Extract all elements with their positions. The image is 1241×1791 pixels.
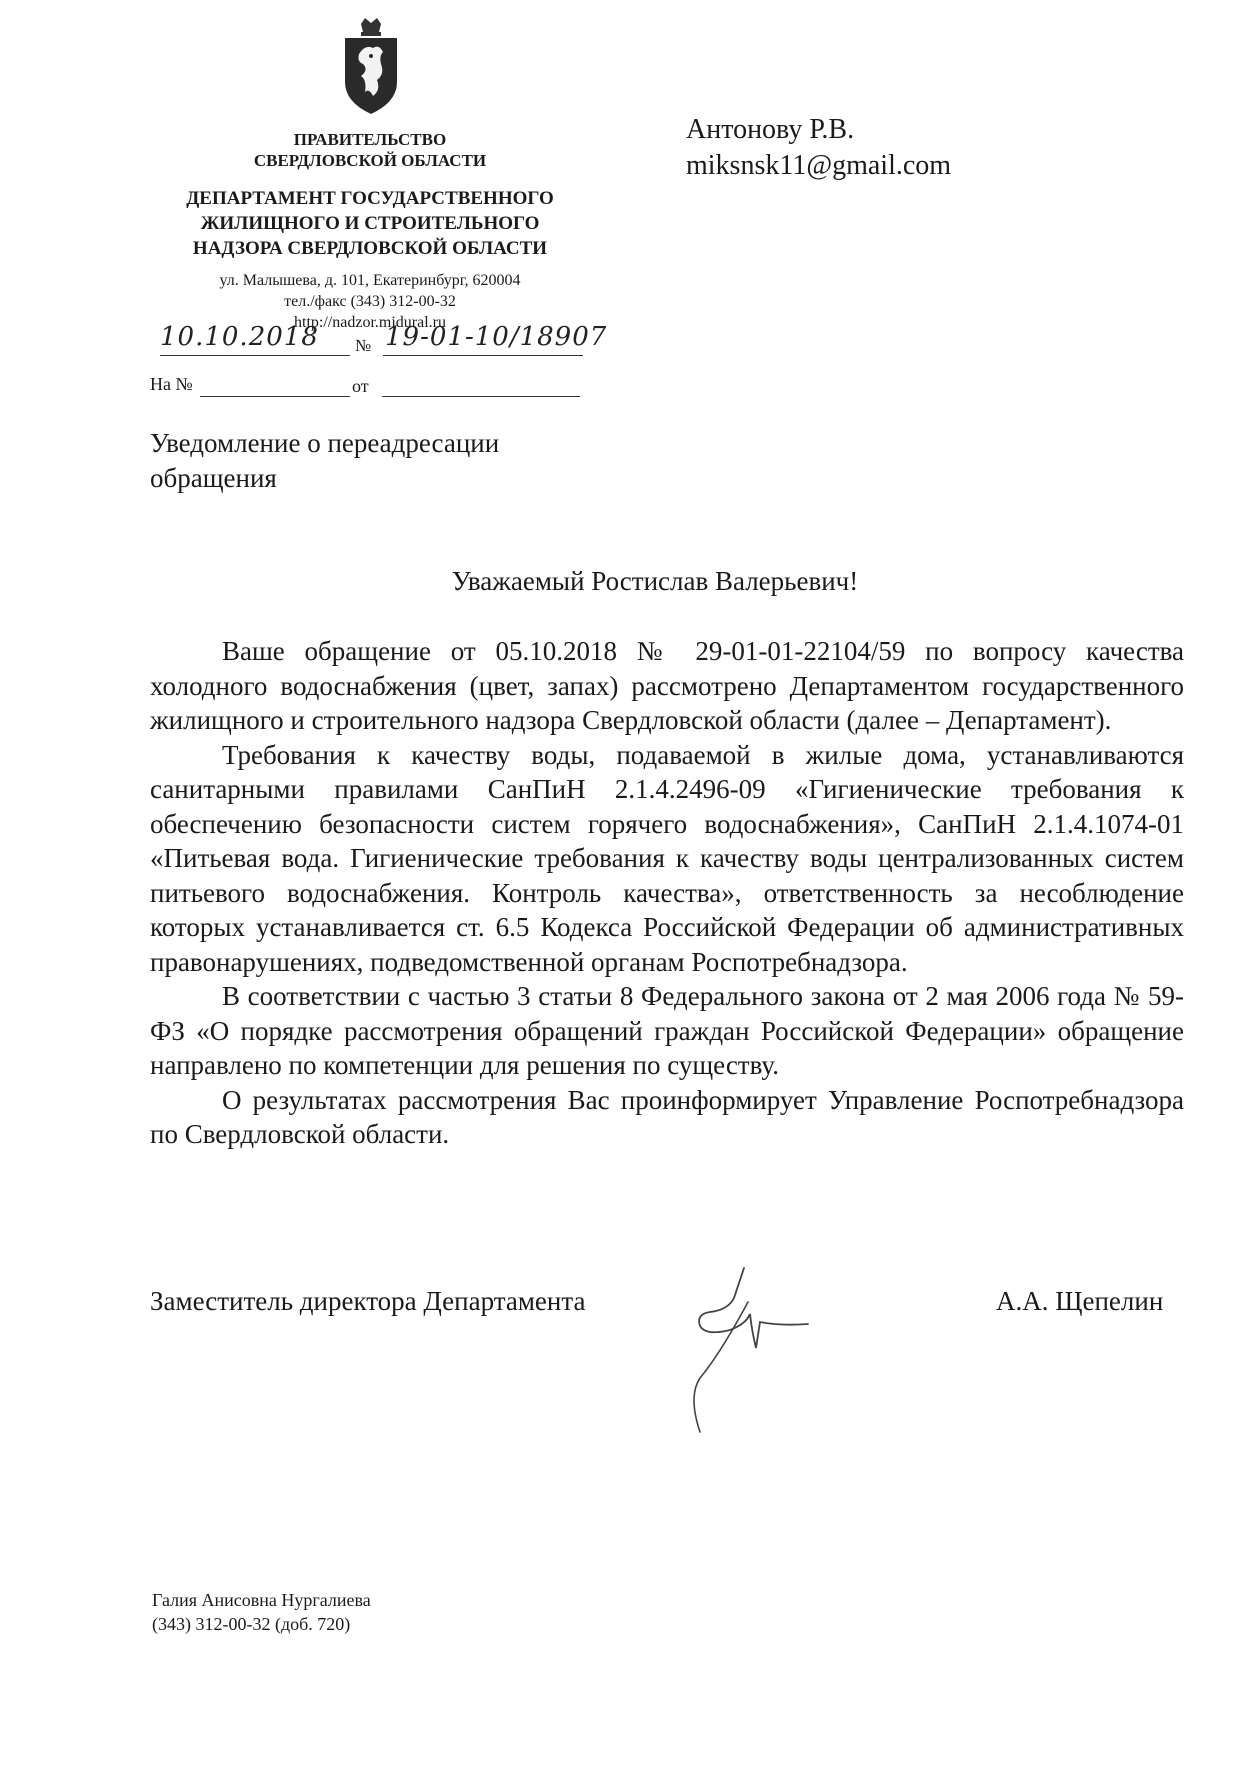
handwritten-signature — [690, 1262, 840, 1442]
letter-body — [150, 634, 1184, 1152]
date-underline — [160, 355, 350, 356]
department-header — [130, 186, 610, 261]
phone: тел./факс (343) 312-00-32 — [284, 293, 456, 310]
reference-number-line — [200, 396, 350, 397]
recipient-email: miksnsk11@gmail.com — [686, 150, 952, 181]
number-label: № — [355, 336, 372, 355]
salutation: Уважаемый Ростислав Валерьевич! — [451, 566, 859, 596]
subject-line-1: Уведомление о переадресации — [150, 428, 500, 458]
address: ул. Малышева, д. 101, Екатеринбург, 620004 — [219, 272, 521, 289]
recipient-name: Антонову Р.В. — [686, 114, 855, 145]
gov-line-2: СВЕРДЛОВСКОЙ ОБЛАСТИ — [253, 151, 487, 170]
dept-line-3: НАДЗОРА СВЕРДЛОВСКОЙ ОБЛАСТИ — [192, 238, 548, 259]
signatory-name: А.А. Щепелин — [996, 1286, 1164, 1316]
recipient-block — [686, 112, 951, 184]
reference-label: На № — [150, 374, 193, 394]
signatory-title: Заместитель директора Департамента — [150, 1286, 586, 1316]
executor-phone: (343) 312-00-32 (доб. 720) — [152, 1614, 351, 1634]
coat-of-arms-icon — [339, 18, 403, 118]
letter-subject — [150, 426, 570, 496]
outgoing-date: 10.10.2018 — [160, 322, 319, 352]
dept-line-1: ДЕПАРТАМЕНТ ГОСУДАРСТВЕННОГО — [186, 188, 554, 209]
number-underline — [383, 355, 583, 356]
paragraph-1: Ваше обращение от 05.10.2018 № 29-01-01-22104/59 по вопросу качества холодного водоснабжения (цвет, запах) рассмотрено Департаментом государственного жилищного и строительного надзора Свердловской области (далее – Департамент). — [150, 636, 1184, 735]
paragraph-4: О результатах рассмотрения Вас проинформирует Управление Роспотребнадзора по Свердловской области. — [150, 1084, 1184, 1149]
reference-date-line — [382, 396, 580, 397]
paragraph-3: В соответствии с частью 3 статьи 8 Федерального закона от 2 мая 2006 года № 59-ФЗ «О порядке рассмотрения обращений граждан Российской Федерации» обращение направлено по компетенции для решения по существу. — [150, 981, 1184, 1080]
dept-line-2: ЖИЛИЩНОГО И СТРОИТЕЛЬНОГО — [200, 213, 540, 234]
website: http://nadzor.midural.ru — [294, 314, 446, 331]
gov-line-1: ПРАВИТЕЛЬСТВО — [293, 130, 447, 149]
subject-line-2: обращения — [150, 463, 277, 493]
outgoing-number: 19-01-10/18907 — [385, 322, 608, 352]
executor-name: Галия Анисовна Нургалиева — [152, 1590, 371, 1610]
executor-block — [152, 1588, 371, 1636]
reference-from-label: от — [352, 376, 369, 396]
government-header — [130, 129, 610, 171]
paragraph-2: Требования к качеству воды, подаваемой в жилые дома, устанавливаются санитарными правилами СанПиН 2.1.4.2496-09 «Гигиенические требования к обеспечению безопасности систем горячего водоснабжения», СанПиН 2.1.4.1074-01 «Питьевая вода. Гигиенические требования к качеству воды централизованных систем питьевого водоснабжения. Контроль качества», ответственность за несоблюдение которых устанавливается ст. 6.5 Кодекса Российской Федерации об административных правонарушениях, подведомственной органам Роспотребнадзора. — [150, 739, 1184, 977]
